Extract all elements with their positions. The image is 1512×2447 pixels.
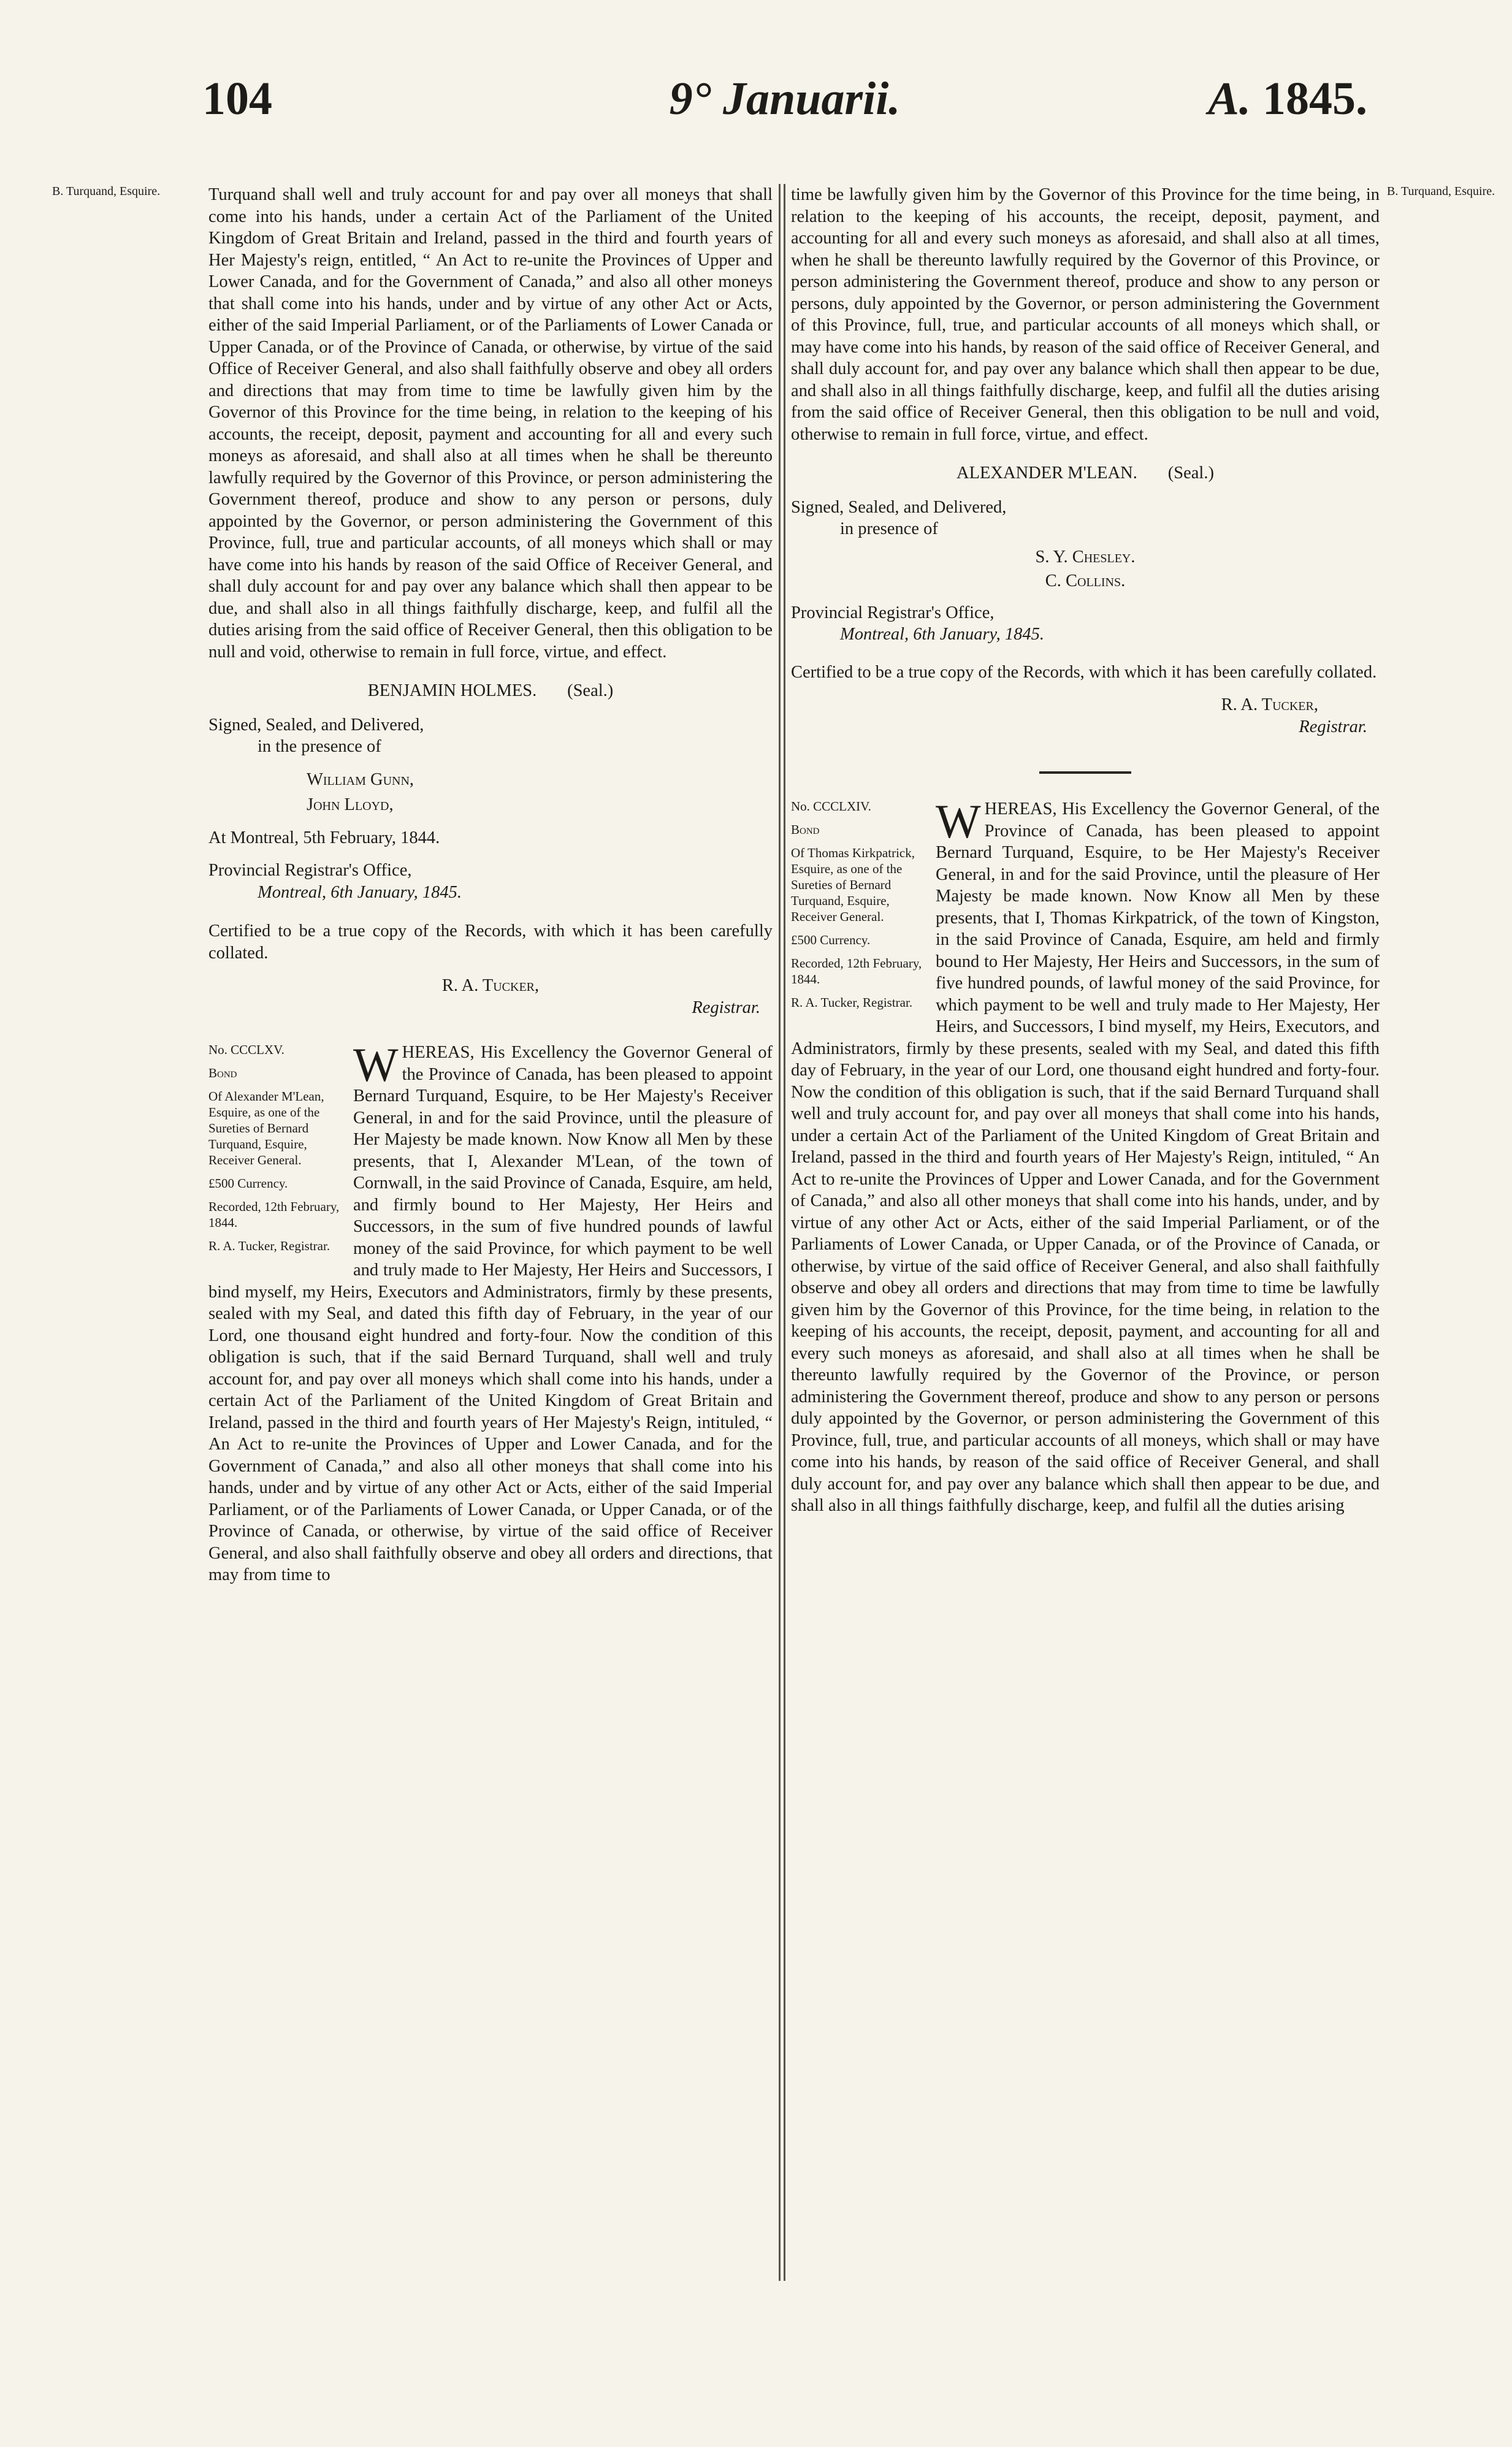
office-date: Montreal, 6th January, 1845. (258, 882, 462, 902)
signature-line (791, 462, 1380, 484)
column-divider (779, 184, 781, 2281)
section-divider (1039, 771, 1131, 774)
column-divider (784, 184, 785, 2281)
place-date: At Montreal, 5th February, 1844. (208, 828, 440, 847)
deed-label: Bond (791, 822, 820, 837)
deed-registrar: R. A. Tucker, Registrar. (208, 1239, 330, 1253)
year-prefix: A. (1208, 73, 1251, 124)
witness: S. Y. Chesley. (1035, 547, 1136, 567)
witness: C. Collins. (1045, 571, 1126, 590)
deed-recorded: Recorded, 12th February, 1844. (791, 956, 922, 987)
right-column (791, 184, 1380, 1517)
registrar-office: Provincial Registrar's Office, (208, 861, 412, 880)
registrar-name: R. A. Tucker, (441, 976, 540, 995)
registrar-office: Provincial Registrar's Office, (791, 603, 995, 622)
deed-recorded: Recorded, 12th February, 1844. (208, 1199, 340, 1230)
certification: Certified to be a true copy of the Records, with which it has been carefully collated. (208, 922, 773, 963)
deed-label: Bond (208, 1066, 237, 1080)
deed-amount: £500 Currency. (791, 933, 871, 947)
margin-note-left: B. Turquand, Esquire. (52, 185, 161, 198)
left-column (208, 184, 773, 1586)
certification: Certified to be a true copy of the Records, with which it has been carefully collated. (791, 662, 1377, 682)
registrar-title: Registrar. (692, 998, 760, 1017)
margin-note-right: B. Turquand, Esquire. (1387, 185, 1495, 198)
bond-text: time be lawfully given him by the Governor of this Province for the time being, in relation to the keeping of his accounts, the receipt, deposit, payment, and accounting for all and every such moneys as aforesaid, and shall also at all times, when he shall be thereunto lawfully required by the Governor of this Province, or person administering the Government thereof, produce and show to any person or persons, duly appointed by the Governor, or person administering the Government of this Province, full, true, and particular accounts of all moneys which shall, or may have come into his hands, by reason of the said office of Receiver General, and shall duly account for, and pay over any balance which shall then appear to be due, and shall also in all things faithfully discharge, keep, and fulfil all the duties arising from the said office of Receiver General, then this obligation to be null and void, otherwise to remain in full force, virtue, and effect. (791, 185, 1380, 444)
signed-line: Signed, Sealed, and Delivered, (208, 715, 424, 735)
drop-cap: W (936, 795, 981, 848)
bond-deed (208, 1038, 773, 1586)
deed-sidenote (791, 798, 926, 1018)
deed-sidenote (208, 1042, 343, 1261)
witness: John Lloyd, (307, 795, 394, 814)
seal-label: (Seal.) (1167, 464, 1214, 483)
deed-amount: £500 Currency. (208, 1176, 288, 1191)
deed-text: HEREAS, His Excellency the Governor General of the Province of Canada, has been pleased to appoint Bernard Turquand, Esquire, to be Her Majesty's Receiver General, in and for the said Province, until the pleasure of Her Majesty be made known. Now Know all Men by these presents, that I, Alexander M'Lean, of the town of Cornwall, in the said Province of Canada, Esquire, am held, and firmly bound to Her Majesty, Her Heirs and Successors, in the sum of five hundred pounds of lawful money of the said Province, for which payment to be well and truly made to Her Majesty, Her Heirs and Successors, I bind myself, my Heirs, Executors and Administrators, firmly by these presents, sealed with my Seal, and dated this fifth day of February, in the year of our Lord, one thousand eight hundred and forty-four. Now the condition of this obligation is such, that if the said Bernard Turquand, shall well and truly account for, and pay over all moneys which shall come into his hands, under a certain Act of the Parliament of the United Kingdom of Great Britain and Ireland, passed in the third and fourth years of Her Majesty's Reign, intituled, “ An Act to re-unite the Provinces of Upper and Lower Canada, and for the Government of Canada,” and also all other moneys that shall come into his hands, under and by virtue of any other Act or Acts, either of the said Imperial Parliament, or of the Parliaments of Lower Canada, or Upper Canada, or of the Province of Canada, or otherwise, by virtue of the said office of Receiver General, and also shall faithfully observe and obey all orders and directions, that may from time to (208, 1043, 773, 1584)
registrar-title: Registrar. (1299, 717, 1367, 736)
deed-of: Of Alexander M'Lean, Esquire, as one of the Sureties of Bernard Turquand, Esquire, Receiver General. (208, 1089, 324, 1167)
page-date: 9° Januarii. (669, 73, 901, 124)
signature-line (208, 680, 773, 702)
page-year (1208, 72, 1367, 126)
presence-line: in the presence of (258, 737, 381, 756)
signer-name: ALEXANDER M'LEAN. (956, 464, 1137, 483)
page-number: 104 (202, 73, 272, 124)
deed-text: HEREAS, His Excellency the Governor General, of the Province of Canada, has been pleased to appoint Bernard Turquand, Esquire, to be Her Majesty's Receiver General, in and for the said Province, until the pleasure of Her Majesty be made known. Now Know all Men by these presents, that I, Thomas Kirkpatrick, of the town of Kingston, in the said Province of Canada, Esquire, am held and firmly bound to Her Majesty, Her Heirs and Successors, in the sum of five hundred pounds, of lawful money of the said Province, for which payment to be well and truly made to Her Majesty, Her Heirs, and Successors, I bind myself, my Heirs, Executors, and Administrators, firmly by these presents, sealed with my Seal, and dated this fifth day of February, in the year of our Lord, one thousand eight hundred and forty-four. Now the condition of this obligation is such, that if the said Bernard Turquand shall well and truly account for, and pay over all moneys that shall come into his hands, under a certain Act of the Parliament of the United Kingdom of Great Britain and Ireland, passed in the third and fourth years of Her Majesty's Reign, intituled, “ An Act to re-unite the Provinces of Upper and Lower Canada, and for the Government of Canada,” and also all other moneys that shall come into his hands, under, and by virtue of any other Act or Acts, either of the said Imperial Parliament, or of the Parliaments of Lower Canada, or Upper Canada, or of the Province of Canada, or otherwise, by virtue of the said office of Receiver General, and also shall faithfully observe and obey all orders and directions that may from time to time be lawfully given him by the Governor of this Province, for the time being, in relation to the keeping of his accounts, the receipt, deposit, payment, and accounting for all and every such moneys as aforesaid, and shall also at all times when he shall be thereunto lawfully required by the Governor of the Province, or person administering the Government thereof, produce and show to any person or persons duly appointed by the Governor, or person administering the Government of this Province, full, true, and particular accounts of all moneys, which shall or may have come into his hands, by reason of the said office of Receiver General, and shall duly account for, and pay over any balance which shall then appear to be due, and shall also in all things faithfully discharge, keep, and fulfil all the duties arising (791, 800, 1380, 1515)
signed-line: Signed, Sealed, and Delivered, (791, 497, 1007, 517)
bond-text: Turquand shall well and truly account for and pay over all moneys that shall come into his hands, under a certain Act of the Parliament of the United Kingdom of Great Britain and Ireland, passed in the third and fourth years of Her Majesty's reign, entitled, “ An Act to re-unite the Provinces of Upper and Lower Canada, and for the Government of Canada,” and also all other moneys that shall come into his hands, under and by virtue of any other Act or Acts, either of the said Imperial Parliament, or of the Parliaments of Lower Canada or Upper Canada, or of the Province of Canada, or otherwise, by virtue of the said Office of Receiver General, and also shall faithfully observe and obey all orders and directions that may from time to time be lawfully given him by the Governor of this Province for the time being, in relation to the keeping of his accounts, the receipt, deposit, payment and accounting for all and every such moneys as aforesaid, and shall also at all times when he shall be thereunto lawfully required by the Governor of this Province, or person administering the Government thereof, produce and show to any person or persons, duly appointed by the Governor, or person administering the Government of this Province, full, true and particular accounts, of all moneys which shall or may have come into his hands by reason of the said Office of Receiver General, and shall duly account for and pay over any balance which shall then appear to be due, and shall also in all things faithfully discharge, keep, and fulfil all the duties arising from the said office of Receiver General, then this obligation to be null and void, otherwise to remain in full force, virtue, and effect. (208, 185, 773, 662)
deed-registrar: R. A. Tucker, Registrar. (791, 995, 913, 1010)
deed-of: Of Thomas Kirkpatrick, Esquire, as one of the Sureties of Bernard Turquand, Esquire, Receiver General. (791, 846, 915, 924)
seal-label: (Seal.) (567, 681, 614, 700)
presence-line: in presence of (840, 519, 938, 538)
page-header (202, 72, 1367, 140)
deed-number: No. CCCLXV. (208, 1042, 284, 1057)
witness: William Gunn, (307, 769, 414, 789)
year-value: 1845. (1262, 73, 1367, 124)
signer-name: BENJAMIN HOLMES. (367, 681, 537, 700)
office-date: Montreal, 6th January, 1845. (840, 625, 1044, 644)
deed-number: No. CCCLXIV. (791, 799, 871, 814)
registrar-name: R. A. Tucker, (1221, 695, 1318, 714)
drop-cap: W (353, 1038, 399, 1091)
bond-deed (791, 795, 1380, 1517)
